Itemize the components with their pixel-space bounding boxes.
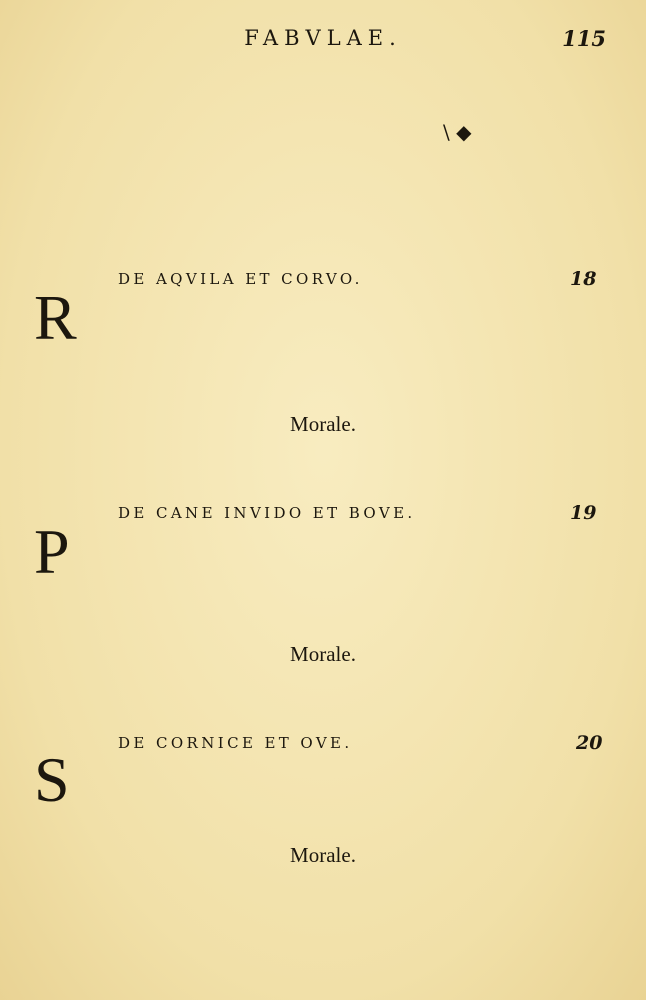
morale-heading: Morale. — [290, 642, 356, 666]
marginal-mark: \ ◆ — [443, 120, 472, 144]
fable-heading: DE AQVILA ET CORVO. 18 — [118, 268, 597, 290]
drop-initial: P — [34, 516, 70, 587]
page-number: 115 — [562, 26, 606, 51]
running-head: FABVLAE. — [244, 26, 402, 50]
morale-heading: Morale. — [290, 412, 356, 436]
drop-initial: R — [34, 282, 77, 353]
morale-heading: Morale. — [290, 843, 356, 867]
fable-heading: DE CORNICE ET OVE. 20 — [118, 732, 603, 754]
fable-heading: DE CANE INVIDO ET BOVE. 19 — [118, 502, 597, 524]
drop-initial: S — [34, 744, 70, 815]
